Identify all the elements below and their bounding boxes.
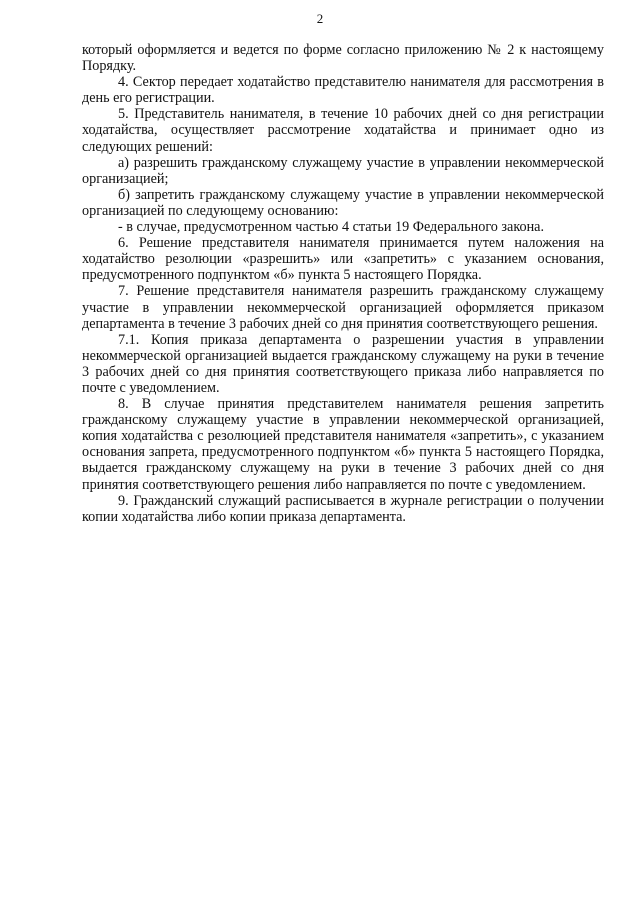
paragraph-subitem-a: а) разрешить гражданскому служащему участие в управлении некоммерческой организацией; bbox=[82, 154, 604, 187]
document-body bbox=[82, 42, 604, 525]
paragraph-item-7: 7. Решение представителя нанимателя разрешить гражданскому служащему участие в управлении некоммерческой организацией оформляется приказом департамента в течение 3 рабочих дней со дня принятия соответствующего решения. bbox=[82, 283, 604, 332]
paragraph-item-4: 4. Сектор передает ходатайство представителю нанимателя для рассмотрения в день его регистрации. bbox=[82, 74, 604, 107]
paragraph-item-6: 6. Решение представителя нанимателя принимается путем наложения на ходатайство резолюции «разрешить» или «запретить» с указанием основания, предусмотренного подпунктом «б» пункта 5 настоящего Порядка. bbox=[82, 235, 604, 284]
paragraph-item-5: 5. Представитель нанимателя, в течение 10 рабочих дней со дня регистрации ходатайства, осуществляет рассмотрение ходатайства и принимает одно из следующих решений: bbox=[82, 106, 604, 155]
paragraph-item-7-1: 7.1. Копия приказа департамента о разрешении участия в управлении некоммерческой организацией выдается гражданскому служащему на руки в течение 3 рабочих дней со дня принятия соответствующего приказа либо направляется по почте с уведомлением. bbox=[82, 331, 604, 396]
paragraph-continuation: который оформляется и ведется по форме согласно приложению № 2 к настоящему Порядку. bbox=[82, 42, 604, 75]
paragraph-item-8: 8. В случае принятия представителем нанимателя решения запретить гражданскому служащему участие в управлении некоммерческой организацией, копия ходатайства с резолюцией представителя нанимателя «запретить», с указанием основания запрета, предусмотренного подпунктом «б» пункта 5 настоящего Порядка, выдается гражданскому служащему на руки в течение 3 рабочих дней со дня принятия соответствующего решения либо направляется по почте с уведомлением. bbox=[82, 396, 604, 493]
page-number: 2 bbox=[316, 11, 324, 26]
paragraph-subitem-b: б) запретить гражданскому служащему участие в управлении некоммерческой организацией по следующему основанию: bbox=[82, 186, 604, 219]
paragraph-item-9: 9. Гражданский служащий расписывается в журнале регистрации о получении копии ходатайства либо копии приказа департамента. bbox=[82, 492, 604, 525]
paragraph-dash-item: - в случае, предусмотренном частью 4 статьи 19 Федерального закона. bbox=[118, 219, 545, 236]
